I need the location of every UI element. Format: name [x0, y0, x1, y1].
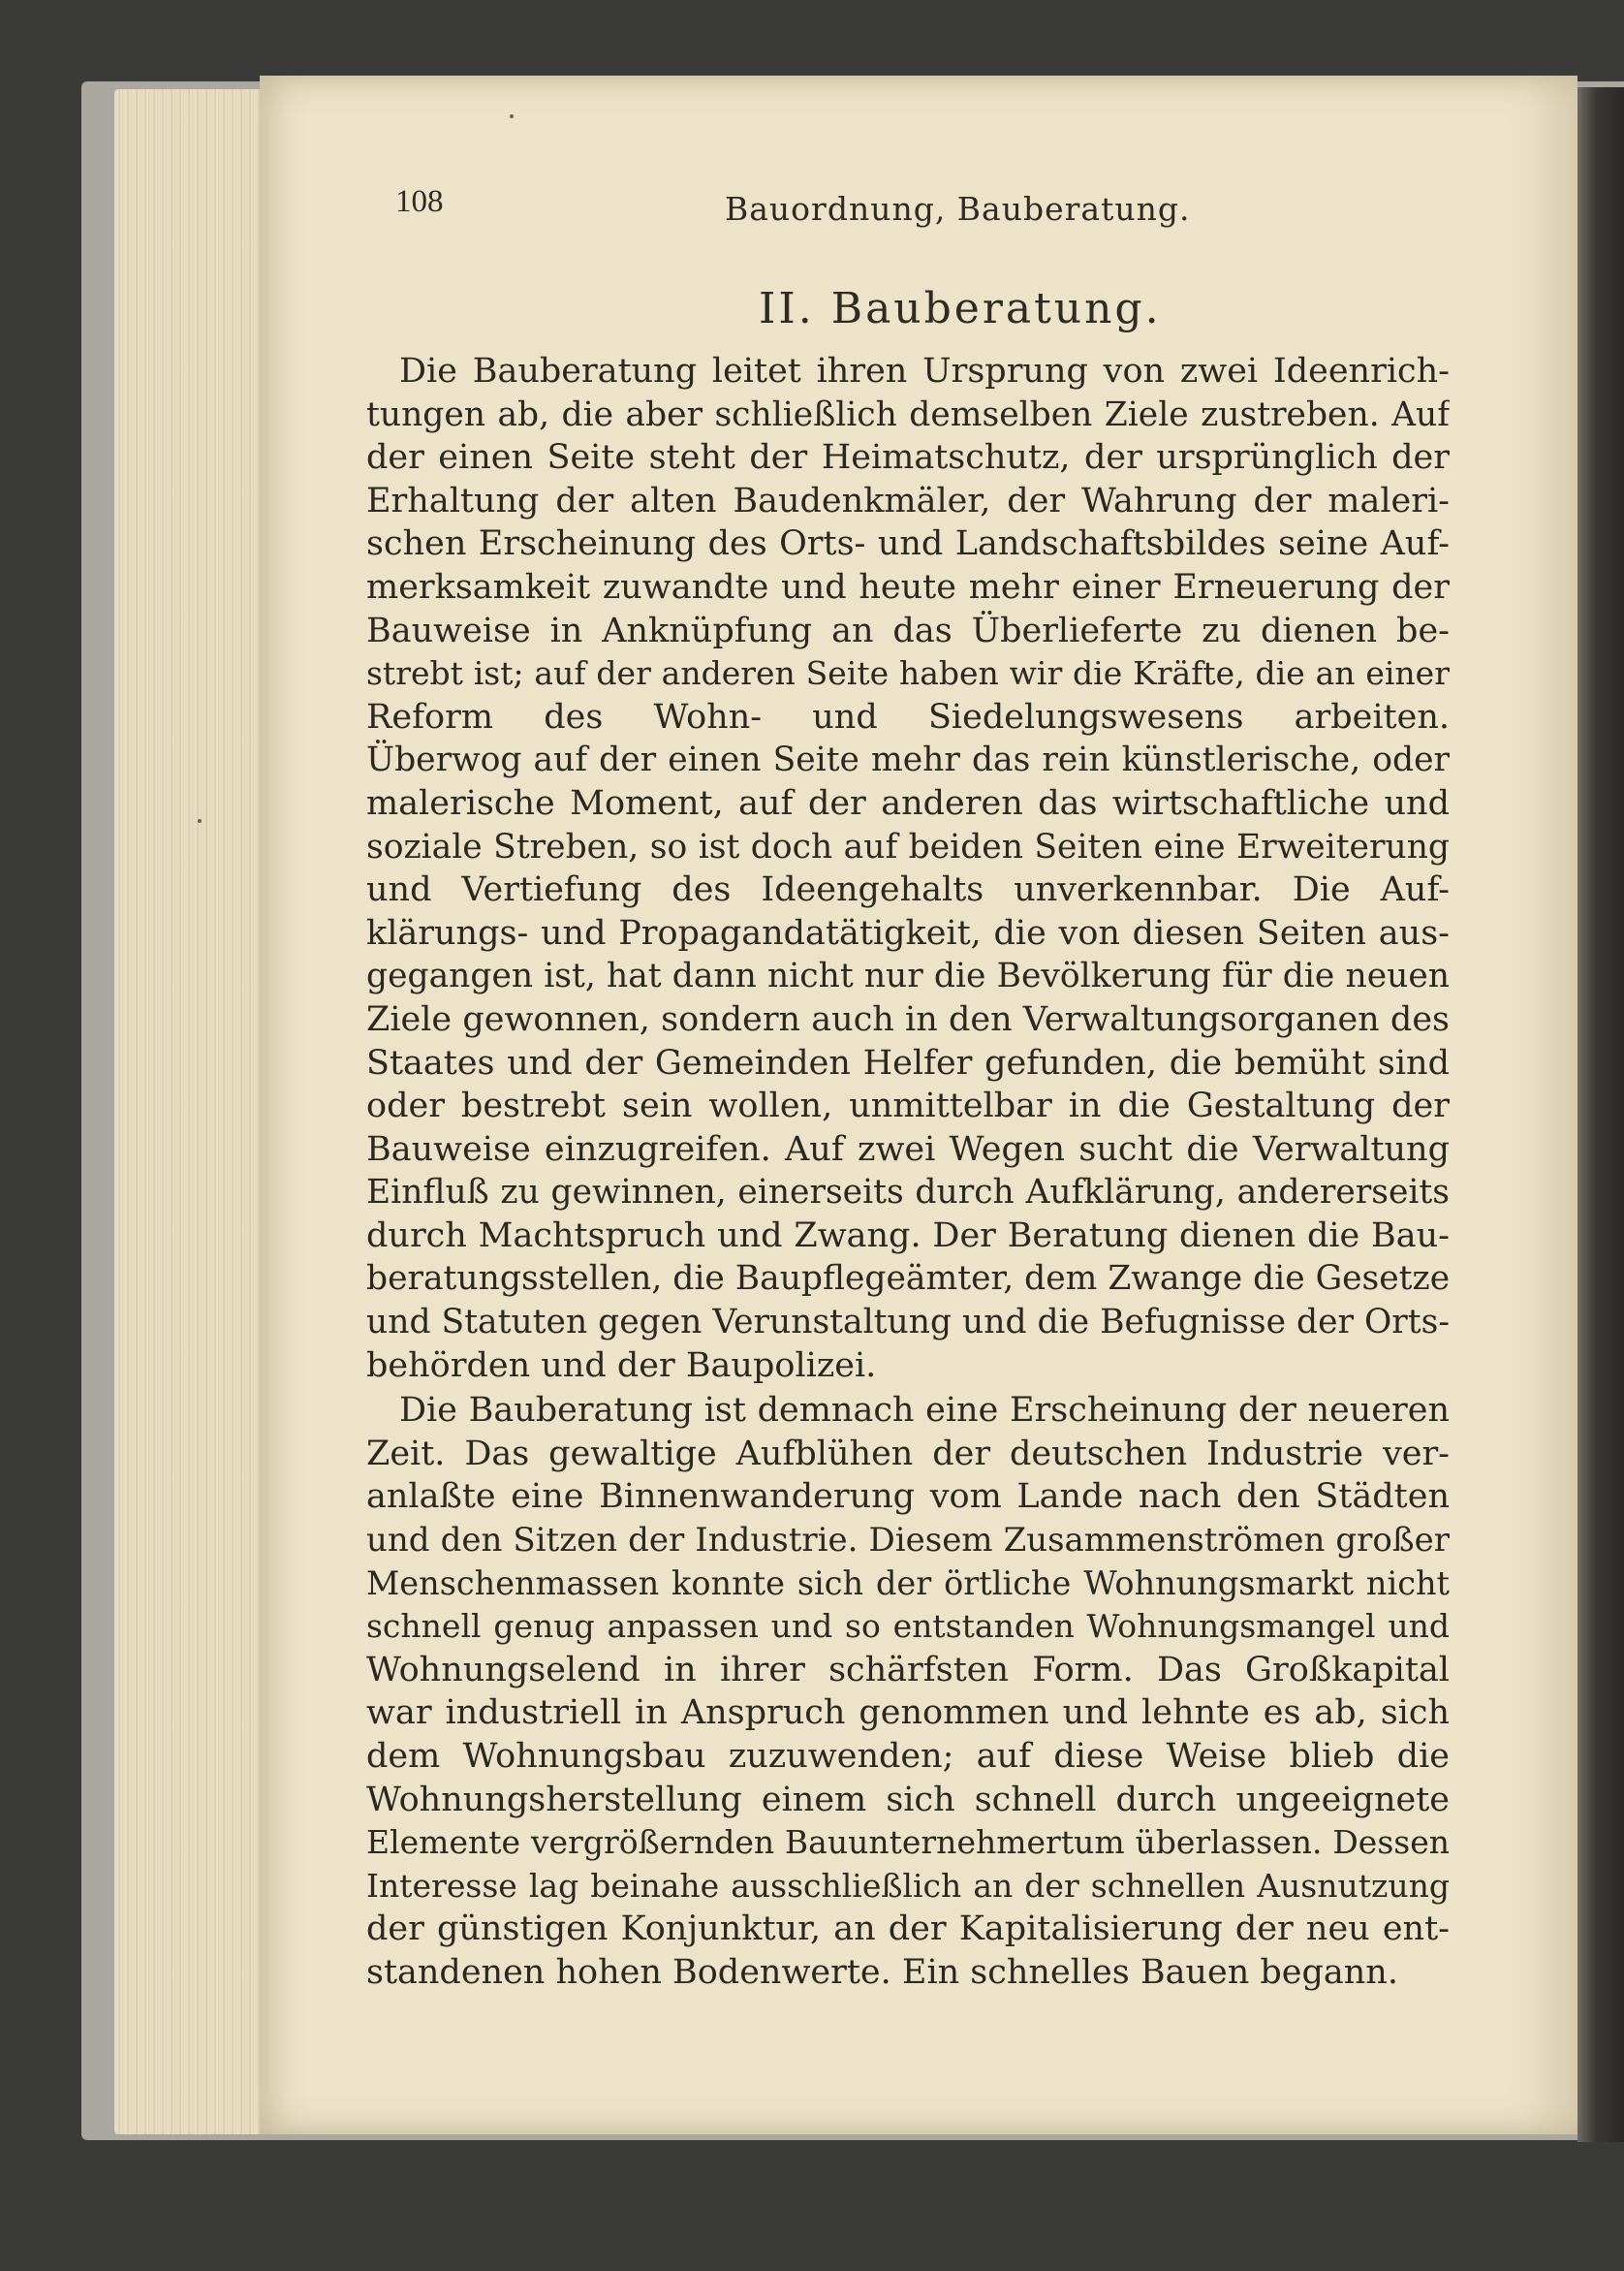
text-line: der einen Seite steht der Heimatschutz, der ursprünglich der: [366, 438, 1450, 478]
page-header: [395, 184, 1422, 242]
text-line: Die Bauberatung ist demnach eine Erscheinung der neueren: [399, 1391, 1450, 1431]
text-line: anlaßte eine Binnenwanderung vom Lande nach den Städten: [366, 1477, 1450, 1517]
text-line: und den Sitzen der Industrie. Diesem Zusammenströmen großer: [366, 1521, 1450, 1561]
text-line: durch Machtspruch und Zwang. Der Beratung dienen die Bau-: [366, 1215, 1450, 1255]
text-line: strebt ist; auf der anderen Seite haben wir die Kräfte, die an einer: [366, 654, 1450, 693]
text-line: Überwog auf der einen Seite mehr das rein künstlerische, oder: [366, 741, 1450, 780]
paper-speck: [510, 114, 514, 118]
running-head: Bauordnung, Bauberatung.: [725, 190, 1191, 228]
text-line: Menschenmassen konnte sich der örtliche Wohnungsmarkt nicht: [366, 1563, 1450, 1602]
text-line: oder bestrebt sein wollen, unmittelbar in die Gestaltung der: [366, 1087, 1450, 1126]
text-line: war industriell in Anspruch genommen und lehnte es ab, sich: [366, 1693, 1450, 1733]
text-line: Einfluß zu gewinnen, einerseits durch Aufklärung, andererseits: [366, 1173, 1450, 1213]
text-line: dem Wohnungsbau zuzuwenden; auf diese Weise blieb die: [366, 1737, 1450, 1776]
text-line: Wohnungselend in ihrer schärfsten Form. Das Großkapital: [366, 1650, 1450, 1689]
text-line: malerische Moment, auf der anderen das wirtschaftliche und: [366, 783, 1450, 823]
text-line: Reform des Wohn- und Siedelungswesens arbeiten.: [366, 697, 1450, 737]
text-line: Bauweise einzugreifen. Auf zwei Wegen sucht die Verwaltung: [366, 1129, 1450, 1169]
text-line: klärungs- und Propagandatätigkeit, die von diesen Seiten aus-: [366, 913, 1450, 953]
text-line: soziale Streben, so ist doch auf beiden Seiten eine Erweiterung: [366, 827, 1450, 867]
text-line: Interesse lag beinahe ausschließlich an der schnellen Ausnutzung: [366, 1866, 1450, 1905]
text-line: Die Bauberatung leitet ihren Ursprung von zwei Ideenrich-: [399, 352, 1450, 391]
text-line: merksamkeit zuwandte und heute mehr einer Erneuerung der: [366, 567, 1450, 607]
text-line: schnell genug anpassen und so entstanden Wohnungsmangel und: [366, 1607, 1450, 1646]
book-binding-shadow: [1577, 87, 1624, 2142]
text-line: Wohnungsherstellung einem sich schnell durch ungeeignete: [366, 1780, 1450, 1819]
text-line: Ziele gewonnen, sondern auch in den Verwaltungsorganen des: [366, 999, 1450, 1039]
text-line: und Statuten gegen Verunstaltung und die Befugnisse der Orts-: [366, 1303, 1450, 1342]
text-line: schen Erscheinung des Orts- und Landschaftsbildes seine Auf-: [366, 524, 1450, 564]
text-line: Bauweise in Anknüpfung an das Überlieferte zu dienen be-: [366, 611, 1450, 650]
section-title: II. Bauberatung.: [759, 284, 1162, 333]
text-line: und Vertiefung des Ideengehalts unverkennbar. Die Auf-: [366, 870, 1450, 910]
text-line: tungen ab, die aber schließlich demselben Ziele zustreben. Auf: [366, 394, 1450, 434]
text-line: behörden und der Baupolizei.: [366, 1345, 877, 1385]
paper-speck: [198, 819, 202, 823]
text-line: Zeit. Das gewaltige Aufblühen der deutschen Industrie ver-: [366, 1434, 1450, 1473]
paragraph: [366, 1389, 1450, 1994]
body-text: [366, 350, 1450, 1995]
text-line: der günstigen Konjunktur, an der Kapitalisierung der neu ent-: [366, 1909, 1450, 1949]
text-line: standenen hohen Bodenwerte. Ein schnelles Bauen begann.: [366, 1952, 1398, 1992]
text-line: Elemente vergrößernden Bauunternehmertum überlassen. Dessen: [366, 1823, 1450, 1862]
page-edges: [114, 89, 269, 2134]
text-line: Staates und der Gemeinden Helfer gefunden, die bemüht sind: [366, 1043, 1450, 1083]
paragraph: [366, 350, 1450, 1387]
text-line: Erhaltung der alten Baudenkmäler, der Wahrung der maleri-: [366, 481, 1450, 520]
book-page: [260, 76, 1577, 2134]
page-number: 108: [395, 184, 444, 219]
text-line: beratungsstellen, die Baupflegeämter, dem Zwange die Gesetze: [366, 1259, 1450, 1299]
text-line: gegangen ist, hat dann nicht nur die Bevölkerung für die neuen: [366, 957, 1450, 996]
